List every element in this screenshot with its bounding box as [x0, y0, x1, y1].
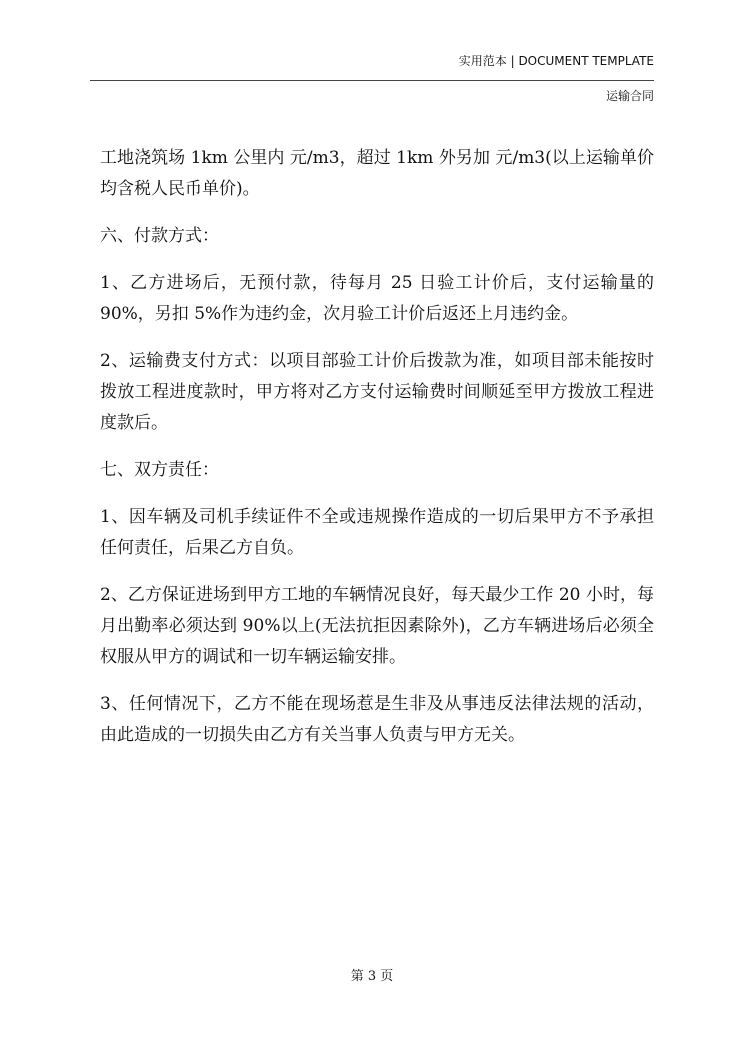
- document-body: [100, 143, 654, 767]
- section-heading-payment: 六、付款方式：: [100, 226, 219, 246]
- header-title: 实用范本 | DOCUMENT TEMPLATE: [458, 54, 654, 68]
- paragraph-unit-price: 工地浇筑场 1km 公里内 元/m3，超过 1km 外另加 元/m3(以上运输单价均含税人民币单价)。: [100, 148, 654, 199]
- paragraph-payment-2: 2、运输费支付方式：以项目部验工计价后拨款为准，如项目部未能按时拨放工程进度款时，甲方将对乙方支付运输费时间顺延至甲方拨放工程进度款后。: [100, 351, 654, 433]
- header-subtitle: 运输合同: [605, 89, 654, 103]
- header-divider: [90, 80, 654, 81]
- page-number: 第 3 页: [350, 969, 394, 984]
- paragraph-payment-1: 1、乙方进场后，无预付款，待每月 25 日验工计价后，支付运输量的 90%，另扣 5%作为违约金，次月验工计价后返还上月违约金。: [100, 273, 654, 324]
- paragraph-responsibility-3: 3、任何情况下，乙方不能在现场惹是生非及从事违反法律法规的活动，由此造成的一切损失由乙方有关当事人负责与甲方无关。: [100, 694, 654, 745]
- paragraph-responsibility-2: 2、乙方保证进场到甲方工地的车辆情况良好，每天最少工作 20 小时，每月出勤率必须达到 90%以上(无法抗拒因素除外)，乙方车辆进场后必须全权服从甲方的调试和一切车辆运输安排。: [100, 585, 654, 667]
- section-heading-responsibilities: 七、双方责任：: [100, 460, 219, 480]
- paragraph-responsibility-1: 1、因车辆及司机手续证件不全或违规操作造成的一切后果甲方不予承担任何责任，后果乙方自负。: [100, 507, 654, 558]
